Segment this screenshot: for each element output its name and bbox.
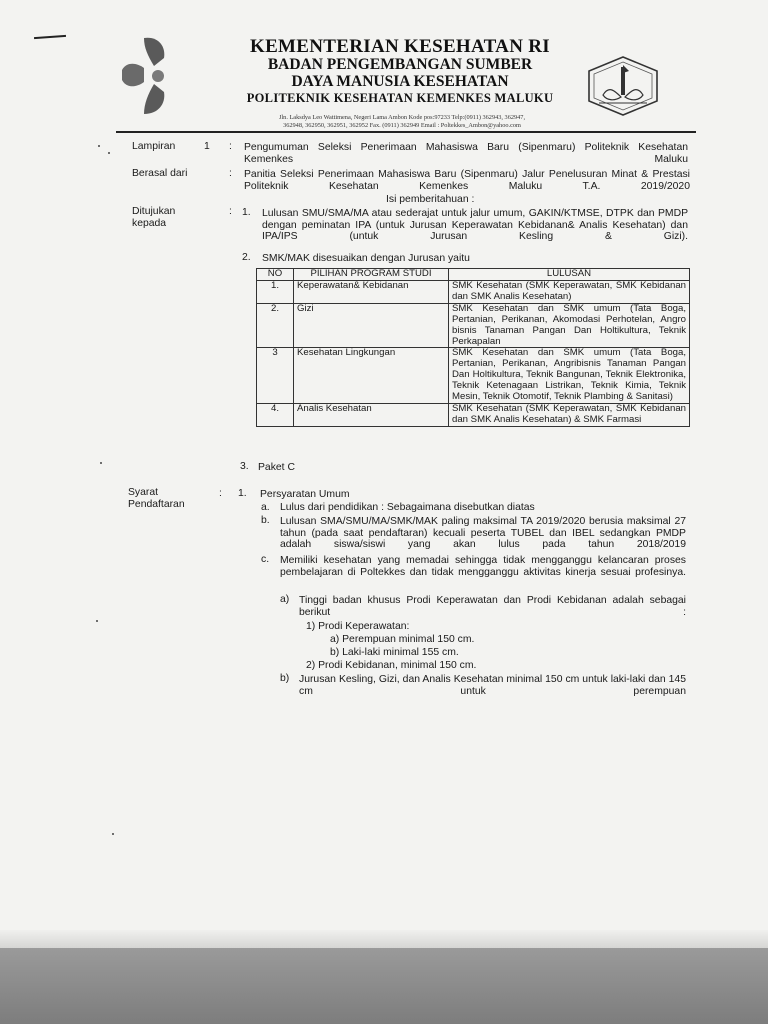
berasal-colon: : [229, 168, 232, 179]
lampiran-label: Lampiran [132, 141, 176, 152]
prodi-keperawatan: 1) Prodi Keperawatan: [306, 621, 410, 632]
berasal-text: Panitia Seleksi Penerimaan Mahasiswa Baru (Sipenmaru) Jalur Penelusuran Minat & Prestasi Politeknik Kesehatan Kemenkes Maluku T.A. 2019/2020 [244, 169, 690, 192]
row-no: 2. [257, 303, 294, 348]
item-3-number: 3. [240, 461, 249, 472]
row-prodi: Kesehatan Lingkungan [294, 348, 449, 404]
agency-line-1: BADAN PENGEMBANGAN SUMBER [267, 56, 533, 73]
ministry-title: KEMENTERIAN KESEHATAN RI [250, 36, 550, 57]
table-header-row [257, 269, 690, 281]
item-1-number: 1. [242, 207, 251, 218]
isi-pemberitahuan: Isi pemberitahuan : [386, 194, 475, 205]
scan-speck [108, 152, 110, 154]
row-no: 4. [257, 403, 294, 426]
program-table [256, 268, 690, 427]
page-edge [0, 930, 768, 948]
syarat-label-2: Pendaftaran [128, 499, 185, 510]
row-prodi: Analis Kesehatan [294, 403, 449, 426]
header-prodi: PILIHAN PROGRAM STUDI [294, 269, 449, 281]
header-lulusan: LULUSAN [449, 269, 690, 281]
table-row [257, 348, 690, 404]
agency-line-2: DAYA MANUSIA KESEHATAN [291, 73, 509, 90]
header-rule [116, 131, 696, 133]
syarat-b-text: Lulusan SMA/SMU/MA/SMK/MAK paling maksimal TA 2019/2020 berusia maksimal 27 tahun (pada saat pendaftaran) kecuali peserta TUBEL dan IBEL sedangkan PMDP adalah siswa/siswi yang akan lulus pada tahun 2018/2019 [280, 516, 686, 551]
row-lulusan: SMK Kesehatan (SMK Keperawatan, SMK Kebidanan dan SMK Analis Kesehatan) [449, 281, 690, 304]
syarat-colon: : [219, 488, 222, 499]
row-prodi: Gizi [294, 303, 449, 348]
row-prodi: Keperawatan& Kebidanan [294, 281, 449, 304]
lampiran-number: 1 [204, 141, 210, 152]
syarat-a-label: a. [261, 502, 270, 513]
syarat-ca-label: a) [280, 594, 290, 605]
scan-speck [96, 620, 98, 622]
syarat-number: 1. [238, 488, 247, 499]
address-line-2: 362948, 362950, 362951, 362952 Fax. (0911) 362949 Email : Poltekkes_Ambon@yahoo.com [283, 121, 521, 129]
item-3-text: Paket C [258, 462, 295, 473]
table-row [257, 403, 690, 426]
syarat-c-text: Memiliki kesehatan yang memadai sehingga tidak mengganggu kelancaran proses pembelajaran di Poltekkes dan tidak mengganggu aktivitas kinerja sesuai profesinya. [280, 555, 686, 578]
lampiran-text: Pengumuman Seleksi Penerimaan Mahasiswa Baru (Sipenmaru) Politeknik Kesehatan Kemenkes Maluku [244, 142, 688, 165]
syarat-cb-text: Jurusan Kesling, Gizi, dan Analis Kesehatan minimal 150 cm untuk laki-laki dan 145 cm untuk perempuan [299, 674, 686, 697]
scan-speck [98, 145, 100, 147]
item-2-number: 2. [242, 252, 251, 263]
table-row [257, 281, 690, 304]
syarat-cb-label: b) [280, 673, 290, 684]
address [236, 114, 568, 129]
syarat-c-label: c. [261, 554, 270, 565]
keperawatan-perempuan: a) Perempuan minimal 150 cm. [330, 634, 475, 645]
syarat-ca-text: Tinggi badan khusus Prodi Keperawatan dan Prodi Kebidanan adalah sebagai berikut : [299, 595, 686, 618]
scanner-background [0, 948, 768, 1024]
address-line-1: Jln. Laksdya Leo Wattimena, Negeri Lama Ambon Kode pos:97233 Telp:(0911) 362943, 362947, [278, 114, 526, 121]
row-lulusan: SMK Kesehatan dan SMK umum (Tata Boga, Pertanian, Perikanan, Akomodasi Perhotelan, Angro bisnis Tanaman Pangan Dan Holtikultura, Teknik Perkapalan [449, 303, 690, 348]
item-2-text: SMK/MAK disesuaikan dengan Jurusan yaitu [262, 253, 470, 264]
item-1-text: Lulusan SMU/SMA/MA atau sederajat untuk jalur umum, GAKIN/KTMSE, DTPK dan PMDP dengan peminatan IPA (untuk Jurusan Keperawatan Kebidanan& Analis Kesehatan) dan IPA/IPS (untuk Jurusan Kesling & Gizi). [262, 208, 688, 243]
table-row [257, 303, 690, 348]
lampiran-colon: : [229, 141, 232, 152]
row-no: 3 [257, 348, 294, 404]
institution-name: POLITEKNIK KESEHATAN KEMENKES MALUKU [246, 91, 554, 105]
row-lulusan: SMK Kesehatan dan SMK umum (Tata Boga, Pertanian, Perikanan, Angribisnis Tanaman Pangan Dan Holtikultura, Teknik Bangunan, Teknik Elektronika, Teknik Ketenagaan Listrikan, Teknik Kimia, Teknik Mesin, Teknik Otomotif, Teknik Plambing & Sanitasi) [449, 348, 690, 404]
row-no: 1. [257, 281, 294, 304]
ditujukan-label-1: Ditujukan [132, 206, 176, 217]
keperawatan-laki-laki: b) Laki-laki minimal 155 cm. [330, 647, 459, 658]
berasal-label: Berasal dari [132, 168, 188, 179]
row-lulusan: SMK Kesehatan (SMK Keperawatan, SMK Kebidanan dan SMK Analis Kesehatan) & SMK Farmasi [449, 403, 690, 426]
syarat-title: Persyaratan Umum [260, 489, 350, 500]
header-no: NO [257, 269, 294, 281]
prodi-kebidanan: 2) Prodi Kebidanan, minimal 150 cm. [306, 660, 477, 671]
ditujukan-colon: : [229, 206, 232, 217]
syarat-label-1: Syarat [128, 487, 159, 498]
ditujukan-label-2: kepada [132, 218, 167, 229]
syarat-a-text: Lulus dari pendidikan : Sebagaimana disebutkan diatas [280, 502, 535, 513]
syarat-b-label: b. [261, 515, 270, 526]
ministry-logo-icon [118, 36, 182, 116]
scan-speck [100, 462, 102, 464]
scan-speck [112, 833, 114, 835]
